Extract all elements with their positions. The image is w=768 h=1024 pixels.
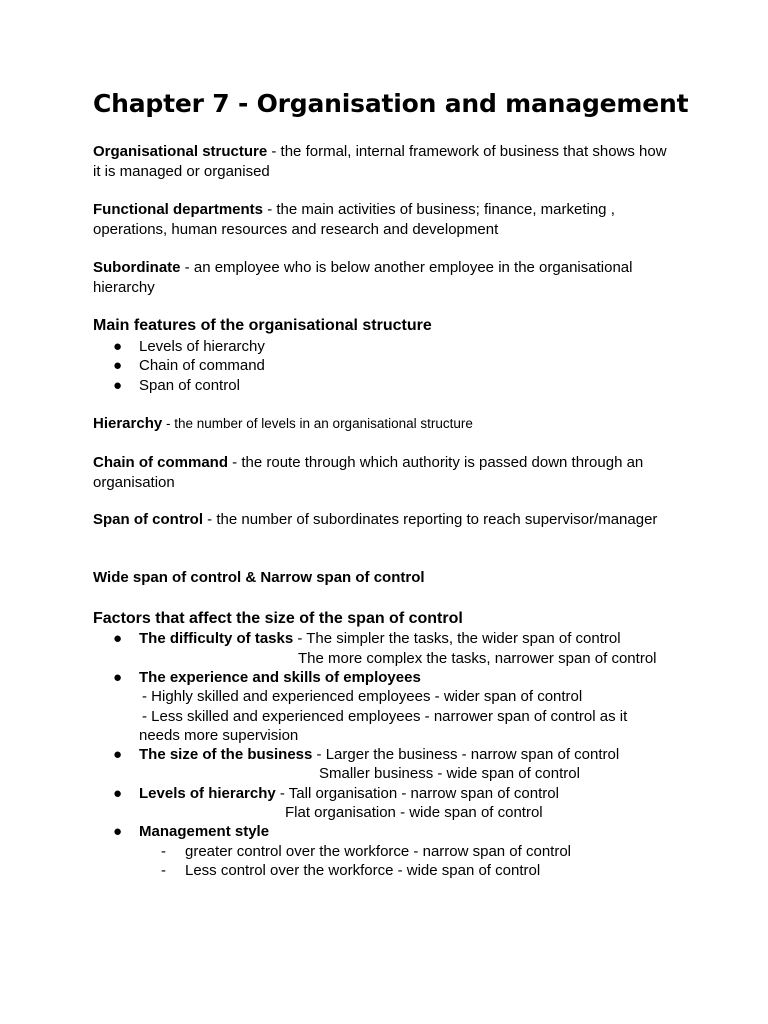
factor-text: - Less skilled and experienced employees - narrower span of control as it bbox=[142, 708, 628, 725]
factor-levels bbox=[139, 784, 559, 804]
bullet-icon: ● bbox=[113, 630, 123, 647]
dash-icon: - bbox=[161, 843, 166, 860]
main-features-heading: Main features of the organisational structure bbox=[93, 317, 432, 334]
list-item: Span of control bbox=[139, 377, 240, 394]
definition-functional-departments bbox=[93, 200, 673, 239]
definition-chain-of-command bbox=[93, 453, 673, 492]
dash-icon: - bbox=[161, 862, 166, 879]
bullet-icon: ● bbox=[113, 377, 123, 394]
bullet-icon: ● bbox=[113, 357, 123, 374]
factor-label: Management style bbox=[139, 823, 270, 840]
definition-subordinate bbox=[93, 258, 673, 297]
factor-text: Flat organisation - wide span of control bbox=[285, 804, 543, 821]
definition-text: - the number of subordinates reporting to reach supervisor/manager bbox=[203, 511, 658, 528]
factor-text: - Larger the business - narrow span of control bbox=[312, 746, 620, 763]
factor-size bbox=[139, 745, 619, 765]
definition-term: Subordinate bbox=[93, 259, 181, 276]
factor-text: - Tall organisation - narrow span of control bbox=[275, 785, 559, 802]
factor-difficulty bbox=[139, 629, 621, 649]
definition-text: - the formal, internal framework of business that shows how it is managed or organised bbox=[93, 143, 667, 180]
factor-text: - Highly skilled and experienced employees - wider span of control bbox=[142, 688, 583, 705]
bullet-icon: ● bbox=[113, 338, 123, 355]
factor-label: The size of the business bbox=[139, 746, 313, 763]
factor-label: The difficulty of tasks bbox=[139, 630, 294, 647]
list-item: Less control over the workforce - wide span of control bbox=[185, 862, 541, 879]
bullet-icon: ● bbox=[113, 785, 123, 802]
definition-text: - the number of levels in an organisational structure bbox=[162, 416, 473, 431]
factor-label: The experience and skills of employees bbox=[139, 669, 421, 686]
list-item: Chain of command bbox=[139, 357, 265, 374]
factors-heading: Factors that affect the size of the span of control bbox=[93, 610, 463, 627]
definition-text: - an employee who is below another employee in the organisational hierarchy bbox=[93, 259, 633, 296]
factor-label: Levels of hierarchy bbox=[139, 785, 276, 802]
factor-text: Smaller business - wide span of control bbox=[319, 765, 580, 782]
definition-span-of-control bbox=[93, 510, 673, 530]
definition-term: Span of control bbox=[93, 511, 203, 528]
bullet-icon: ● bbox=[113, 746, 123, 763]
factor-text: - The simpler the tasks, the wider span of control bbox=[293, 630, 621, 647]
definition-text: - the route through which authority is passed down through an organisation bbox=[93, 454, 644, 491]
definition-term: Organisational structure bbox=[93, 143, 268, 160]
list-item: Levels of hierarchy bbox=[139, 338, 265, 355]
definition-term: Hierarchy bbox=[93, 415, 163, 432]
definition-hierarchy bbox=[93, 414, 673, 434]
factor-text: needs more supervision bbox=[139, 727, 299, 744]
list-item: greater control over the workforce - narrow span of control bbox=[185, 843, 572, 860]
definition-term: Chain of command bbox=[93, 454, 229, 471]
factor-text: The more complex the tasks, narrower span of control bbox=[298, 650, 657, 667]
page-title: Chapter 7 - Organisation and management bbox=[93, 89, 689, 118]
definition-organisational-structure bbox=[93, 142, 673, 181]
definition-term: Functional departments bbox=[93, 201, 264, 218]
bullet-icon: ● bbox=[113, 669, 123, 686]
definition-text: - the main activities of business; finance, marketing , operations, human resources and research and development bbox=[93, 201, 615, 238]
wide-narrow-heading: Wide span of control & Narrow span of control bbox=[93, 569, 425, 586]
bullet-icon: ● bbox=[113, 823, 123, 840]
